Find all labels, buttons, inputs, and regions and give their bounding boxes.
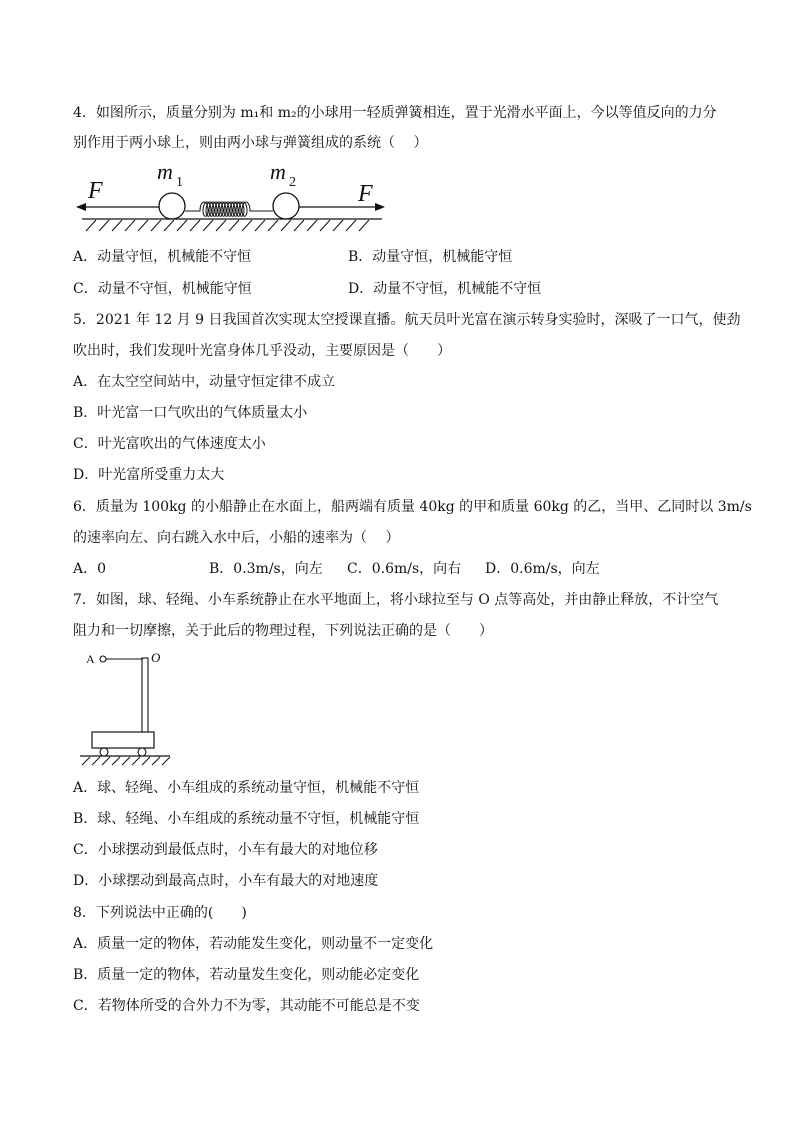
cart-body <box>92 732 154 748</box>
q7-stem-line1: 7．如图，球、轻绳、小车系统静止在水平地面上，将小球拉至与 O 点等高处，并由静止释放，不计空气 <box>73 592 719 608</box>
q5-stem-line2: 吹出时，我们发现叶光富身体几乎没动，主要原因是（ ） <box>73 343 451 359</box>
point-a-label: A <box>86 652 95 666</box>
cart-post <box>142 658 148 732</box>
q5-option-b: B．叶光富一口气吹出的气体质量太小 <box>73 405 308 421</box>
q4-stem-line2: 别作用于两小球上，则由两小球与弹簧组成的系统（ ） <box>73 135 428 151</box>
point-o-label: O <box>151 650 161 665</box>
q6-option-d: D．0.6m/s，向左 <box>485 561 600 577</box>
cart-wheel-left <box>100 748 108 756</box>
q7-option-b: B．球、轻绳、小车组成的系统动量不守恒，机械能守恒 <box>73 811 420 827</box>
q4-option-c: C．动量不守恒，机械能守恒 <box>73 281 252 297</box>
q6-option-c: C．0.6m/s，向右 <box>347 561 462 577</box>
spring <box>185 202 273 216</box>
mass-2-subscript: 2 <box>289 175 296 190</box>
q8-option-a: A．质量一定的物体，若动能发生变化，则动量不一定变化 <box>73 936 434 952</box>
q4-spring-masses-figure <box>72 160 392 236</box>
q5-stem-line1: 5．2021 年 12 月 9 日我国首次实现太空授课直播。航天员叶光富在演示转身实验时，深吸了一口气，使劲 <box>73 312 741 328</box>
q7-pendulum-cart-figure <box>80 648 180 766</box>
q8-option-b: B．质量一定的物体，若动量发生变化，则动能必定变化 <box>73 967 420 983</box>
q7-option-c: C．小球摆动到最低点时，小车有最大的对地位移 <box>73 842 378 858</box>
q6-option-b: B．0.3m/s，向左 <box>209 561 323 577</box>
q6-stem-line1: 6．质量为 100kg 的小船静止在水面上，船两端有质量 40kg 的甲和质量 60kg 的乙，当甲、乙同时以 3m/s <box>73 499 752 515</box>
mass-1-ball <box>159 193 185 219</box>
cart-wheel-right <box>138 748 146 756</box>
q6-option-a: A．0 <box>73 561 107 577</box>
force-left-label: F <box>88 178 103 204</box>
q7-option-a: A．球、轻绳、小车组成的系统动量守恒，机械能不守恒 <box>73 780 420 796</box>
q4-option-a: A．动量守恒，机械能不守恒 <box>73 249 252 265</box>
q6-stem-line2: 的速率向左、向右跳入水中后，小船的速率为（ ） <box>73 530 400 546</box>
q7-stem-line2: 阻力和一切摩擦，关于此后的物理过程，下列说法正确的是（ ） <box>73 623 493 639</box>
force-right-label: F <box>358 181 373 207</box>
q4-option-d: D．动量不守恒，机械能不守恒 <box>348 281 542 297</box>
q5-option-a: A．在太空空间站中，动量守恒定律不成立 <box>73 374 336 390</box>
q7-option-d: D．小球摆动到最高点时，小车有最大的对地速度 <box>73 873 379 889</box>
q5-option-c: C．叶光富吹出的气体速度太小 <box>73 436 266 452</box>
q5-option-d: D．叶光富所受重力太大 <box>73 467 225 483</box>
mass-2-label: m <box>270 160 286 184</box>
pendulum-ball <box>100 656 106 662</box>
q4-option-b: B．动量守恒，机械能守恒 <box>348 249 513 265</box>
mass-1-subscript: 1 <box>176 175 183 190</box>
q8-option-c: C．若物体所受的合外力不为零，其动能不可能总是不变 <box>73 998 420 1014</box>
q8-stem-line1: 8．下列说法中正确的( ) <box>73 905 247 921</box>
mass-1-label: m <box>157 160 173 184</box>
q4-stem-line1: 4．如图所示，质量分别为 m₁和 m₂的小球用一轻质弹簧相连，置于光滑水平面上，今以等值反向的力分 <box>73 105 717 121</box>
mass-2-ball <box>273 193 299 219</box>
